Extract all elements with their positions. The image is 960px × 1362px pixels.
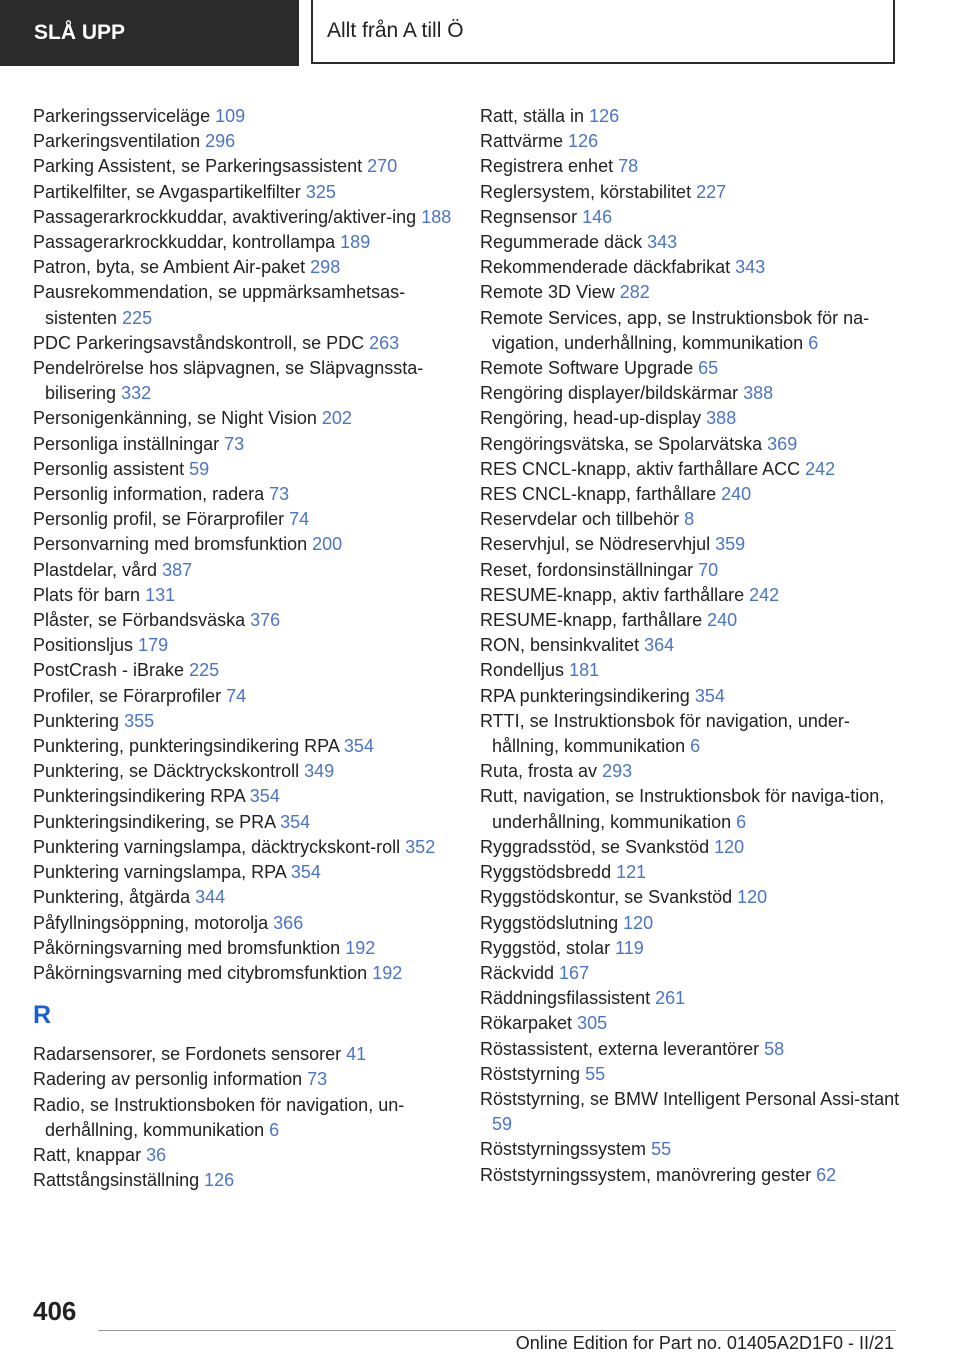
index-entry <box>480 608 900 633</box>
page-link[interactable]: 55 <box>651 1139 672 1160</box>
page-link[interactable]: 270 <box>367 156 398 177</box>
index-term: Radarsensorer, se Fordonets sensorer <box>33 1044 342 1065</box>
index-entry <box>33 961 463 986</box>
index-term: Punkteringsindikering, se PRA <box>33 811 276 832</box>
index-entry <box>33 255 463 280</box>
index-entry <box>33 633 463 658</box>
index-entry <box>480 482 900 507</box>
index-entry <box>480 432 900 457</box>
index-entry <box>33 205 463 230</box>
index-entry <box>480 961 900 986</box>
index-entry <box>480 885 900 910</box>
page-link[interactable]: 59 <box>189 458 210 479</box>
page-link[interactable]: 188 <box>421 206 452 227</box>
index-entry <box>33 154 463 179</box>
index-term: Parkeringsserviceläge <box>33 106 211 126</box>
page-link[interactable]: 121 <box>616 862 647 883</box>
page-link[interactable]: 131 <box>145 584 176 605</box>
index-entry <box>33 356 463 406</box>
index-term: Rengöring, head-up-display <box>480 408 702 429</box>
index-term: Pausrekommendation, se uppmärksamhetsas-sistenten <box>33 282 406 328</box>
page-link[interactable]: 120 <box>714 836 745 857</box>
index-entry <box>480 1037 900 1062</box>
page-link[interactable]: 74 <box>289 509 310 530</box>
index-term: Personlig information, radera <box>33 484 265 505</box>
index-list-r <box>33 1042 463 1193</box>
index-term: Passagerarkrockkuddar, kontrollampa <box>33 232 336 253</box>
page-link[interactable]: 282 <box>619 282 650 303</box>
page-link[interactable]: 65 <box>698 358 719 379</box>
index-entry <box>480 1087 900 1137</box>
page-link[interactable]: 120 <box>623 912 654 933</box>
page-link[interactable]: 354 <box>280 811 311 832</box>
page-header <box>0 0 960 66</box>
index-entry <box>480 860 900 885</box>
page-link[interactable]: 355 <box>124 710 155 731</box>
index-entry <box>480 583 900 608</box>
page-link[interactable]: 62 <box>816 1164 837 1185</box>
index-term: Personlig assistent <box>33 458 185 479</box>
index-entry <box>480 658 900 683</box>
index-term: Remote Services, app, se Instruktionsbok för na-vigation, underhållning, kommunikation <box>480 307 870 353</box>
page-link[interactable]: 181 <box>569 660 600 681</box>
index-term: Personigenkänning, se Night Vision <box>33 408 317 429</box>
index-term: Regummerade däck <box>480 232 643 253</box>
index-entry <box>33 432 463 457</box>
index-term: Passagerarkrockkuddar, avaktivering/aktiver-ing <box>33 206 417 227</box>
index-term: Röststyrningssystem, manövrering gester <box>480 1164 812 1185</box>
index-term: Röststyrningssystem <box>480 1139 647 1160</box>
index-term: RON, bensinkvalitet <box>480 635 640 656</box>
index-entry <box>33 1143 463 1168</box>
index-term: Parkeringsventilation <box>33 131 201 152</box>
index-entry <box>33 507 463 532</box>
edition-note: Online Edition for Part no. 01405A2D1F0 - II/21 <box>515 1333 894 1353</box>
page-link[interactable]: 59 <box>492 1114 513 1135</box>
index-entry <box>33 860 463 885</box>
index-entry <box>480 356 900 381</box>
index-entry <box>33 608 463 633</box>
index-term: Ryggstödskontur, se Svankstöd <box>480 887 733 908</box>
index-term: Rengöring displayer/bildskärmar <box>480 383 739 404</box>
index-term: RES CNCL-knapp, aktiv farthållare ACC <box>480 458 801 479</box>
index-entry <box>33 1042 463 1067</box>
page-link[interactable]: 364 <box>644 635 675 656</box>
page-link[interactable]: 109 <box>215 106 246 126</box>
index-list-r-continued <box>480 104 900 1188</box>
index-term: Profiler, se Förarprofiler <box>33 685 222 706</box>
index-entry <box>480 1011 900 1036</box>
index-entry <box>33 406 463 431</box>
index-entry <box>480 154 900 179</box>
index-term: PostCrash - iBrake <box>33 660 185 681</box>
index-term: Registrera enhet <box>480 156 614 177</box>
page-link[interactable]: 200 <box>312 534 343 555</box>
index-term: Ryggstödslutning <box>480 912 619 933</box>
index-term: Röststyrning, se BMW Intelligent Personal Assi-stant <box>480 1088 900 1109</box>
page-link[interactable]: 167 <box>559 962 590 983</box>
page-link[interactable]: 73 <box>307 1069 328 1090</box>
index-entry <box>33 734 463 759</box>
page-link[interactable]: 6 <box>269 1119 280 1140</box>
index-entry <box>480 255 900 280</box>
page-link[interactable]: 369 <box>767 433 798 454</box>
index-term: Parking Assistent, se Parkeringsassistent <box>33 156 363 177</box>
page-link[interactable]: 388 <box>706 408 737 429</box>
index-entry <box>33 885 463 910</box>
page-link[interactable]: 70 <box>698 559 719 580</box>
index-entry <box>480 936 900 961</box>
index-term: Påkörningsvarning med citybromsfunktion <box>33 962 368 983</box>
index-term: Rekommenderade däckfabrikat <box>480 257 731 278</box>
page-link[interactable]: 74 <box>226 685 247 706</box>
index-entry <box>33 457 463 482</box>
index-entry <box>33 482 463 507</box>
page-link[interactable]: 78 <box>618 156 639 177</box>
index-term: Reglersystem, körstabilitet <box>480 181 692 202</box>
page-link[interactable]: 179 <box>138 635 169 656</box>
index-entry <box>33 911 463 936</box>
index-term: Personliga inställningar <box>33 433 220 454</box>
index-entry <box>480 911 900 936</box>
index-term: Röststyrning <box>480 1063 581 1084</box>
page-link[interactable]: 120 <box>737 887 768 908</box>
index-entry <box>33 784 463 809</box>
index-entry <box>33 583 463 608</box>
index-term: Punktering varningslampa, däcktryckskont-roll <box>33 836 401 857</box>
index-entry <box>33 810 463 835</box>
index-term: Punktering, punkteringsindikering RPA <box>33 736 339 757</box>
index-term: Punkteringsindikering RPA <box>33 786 245 807</box>
index-term: Ryggstödsbredd <box>480 862 612 883</box>
index-entry <box>480 633 900 658</box>
index-term: Partikelfilter, se Avgaspartikelfilter <box>33 181 301 202</box>
index-term: Punktering varningslampa, RPA <box>33 862 286 883</box>
page-link[interactable]: 359 <box>715 534 746 555</box>
index-term: Reservhjul, se Nödreservhjul <box>480 534 711 555</box>
index-entry <box>33 230 463 255</box>
index-entry <box>480 280 900 305</box>
index-entry <box>33 1067 463 1092</box>
page-link[interactable]: 6 <box>736 811 747 832</box>
page-link[interactable]: 189 <box>340 232 371 253</box>
index-term: RTTI, se Instruktionsbok för navigation, under-hållning, kommunikation <box>480 710 850 757</box>
index-entry <box>33 936 463 961</box>
page-link[interactable]: 6 <box>808 332 819 353</box>
section-letter: R <box>33 1001 52 1030</box>
page-link[interactable]: 263 <box>369 332 400 353</box>
index-term: Rondelljus <box>480 660 565 681</box>
index-entry <box>480 784 900 834</box>
page-link[interactable]: 202 <box>321 408 352 429</box>
page-link[interactable]: 332 <box>121 383 152 404</box>
index-column-left <box>33 104 463 1193</box>
chapter-title: Allt från A till Ö <box>311 0 895 64</box>
page-link[interactable]: 343 <box>647 232 678 253</box>
index-entry <box>480 1137 900 1162</box>
index-entry <box>33 558 463 583</box>
index-entry <box>33 835 463 860</box>
page-link[interactable]: 242 <box>805 458 836 479</box>
index-entry <box>480 835 900 860</box>
index-entry <box>33 331 463 356</box>
page-link[interactable]: 41 <box>346 1044 367 1065</box>
index-entry <box>480 180 900 205</box>
page-link[interactable]: 126 <box>568 131 599 152</box>
page-link[interactable]: 354 <box>290 862 321 883</box>
index-entry <box>33 684 463 709</box>
index-entry <box>480 532 900 557</box>
index-entry <box>480 104 900 129</box>
index-entry <box>480 406 900 431</box>
index-term: Regnsensor <box>480 206 578 227</box>
index-entry <box>480 1062 900 1087</box>
index-term: Plastdelar, vård <box>33 559 158 580</box>
page-link[interactable]: 296 <box>205 131 236 152</box>
index-term: Positionsljus <box>33 635 134 656</box>
index-list-p <box>33 104 463 986</box>
page-link[interactable]: 73 <box>269 484 290 505</box>
index-term: Rökarpaket <box>480 1013 573 1034</box>
index-term: Personlig profil, se Förarprofiler <box>33 509 285 530</box>
index-entry <box>480 230 900 255</box>
index-entry <box>480 205 900 230</box>
index-entry <box>480 507 900 532</box>
index-entry <box>33 1093 463 1143</box>
page-link[interactable]: 354 <box>249 786 280 807</box>
index-term: Remote 3D View <box>480 282 615 303</box>
page-link[interactable]: 305 <box>577 1013 608 1034</box>
page-link[interactable]: 344 <box>195 887 226 908</box>
page-link[interactable]: 352 <box>405 836 436 857</box>
index-term: Ruta, frosta av <box>480 761 598 782</box>
index-term: Plats för barn <box>33 584 141 605</box>
index-entry <box>480 457 900 482</box>
index-term: Punktering, se Däcktryckskontroll <box>33 761 300 782</box>
index-term: Reservdelar och tillbehör <box>480 509 680 530</box>
section-tab: SLÅ UPP <box>0 0 299 66</box>
index-entry <box>480 684 900 709</box>
index-entry <box>480 709 900 759</box>
index-term: Punktering, åtgärda <box>33 887 191 908</box>
index-entry <box>480 759 900 784</box>
page-link[interactable]: 349 <box>304 761 335 782</box>
index-term: Ryggradsstöd, se Svankstöd <box>480 836 710 857</box>
page-link[interactable]: 240 <box>707 610 738 631</box>
index-term: Patron, byta, se Ambient Air-paket <box>33 257 306 278</box>
index-term: Plåster, se Förbandsväska <box>33 610 246 631</box>
page-link[interactable]: 73 <box>224 433 245 454</box>
page-link[interactable]: 242 <box>749 584 780 605</box>
page-link[interactable]: 126 <box>589 106 620 126</box>
index-term: Pendelrörelse hos släpvagnen, se Släpvagnssta-bilisering <box>33 358 424 404</box>
page-link[interactable]: 325 <box>305 181 336 202</box>
index-term: PDC Parkeringsavståndskontroll, se PDC <box>33 332 365 353</box>
index-entry <box>33 709 463 734</box>
index-term: Rutt, navigation, se Instruktionsbok för naviga-tion, underhållning, kommunikation <box>480 786 885 832</box>
page-number: 406 <box>33 1296 77 1326</box>
page-link[interactable]: 58 <box>764 1038 785 1059</box>
page-link[interactable]: 261 <box>655 988 686 1009</box>
page-link[interactable]: 126 <box>204 1170 235 1191</box>
index-entry <box>33 280 463 330</box>
page-link[interactable]: 146 <box>582 206 613 227</box>
page-link[interactable]: 8 <box>684 509 695 530</box>
index-term: Påkörningsvarning med bromsfunktion <box>33 937 341 958</box>
index-entry <box>480 558 900 583</box>
index-term: Ratt, knappar <box>33 1144 142 1165</box>
footer-divider <box>98 1330 896 1331</box>
page-link[interactable]: 240 <box>721 484 752 505</box>
index-term: RPA punkteringsindikering <box>480 685 690 706</box>
index-entry <box>33 104 463 129</box>
index-term: Radio, se Instruktionsboken för navigation, un-derhållning, kommunikation <box>33 1094 405 1140</box>
index-entry <box>480 1163 900 1188</box>
index-entry <box>33 532 463 557</box>
index-entry <box>33 759 463 784</box>
page-link[interactable]: 293 <box>602 761 633 782</box>
page-link[interactable]: 227 <box>696 181 727 202</box>
index-term: Punktering <box>33 710 120 731</box>
index-term: Remote Software Upgrade <box>480 358 694 379</box>
page-link[interactable]: 192 <box>345 937 376 958</box>
page-link[interactable]: 388 <box>743 383 774 404</box>
page-link[interactable]: 225 <box>122 307 153 328</box>
index-entry <box>33 658 463 683</box>
page-link[interactable]: 119 <box>615 937 644 958</box>
index-entry <box>480 381 900 406</box>
page-link[interactable]: 366 <box>273 912 304 933</box>
page-link[interactable]: 298 <box>310 257 341 278</box>
index-term: Ryggstöd, stolar <box>480 937 611 958</box>
index-term: RES CNCL-knapp, farthållare <box>480 484 717 505</box>
index-term: Räckvidd <box>480 962 555 983</box>
page-link[interactable]: 55 <box>585 1063 606 1084</box>
index-term: Reset, fordonsinställningar <box>480 559 694 580</box>
page-link[interactable]: 354 <box>694 685 725 706</box>
index-term: RESUME-knapp, aktiv farthållare <box>480 584 745 605</box>
page-link[interactable]: 387 <box>162 559 193 580</box>
index-term: Personvarning med bromsfunktion <box>33 534 308 555</box>
index-term: Rengöringsvätska, se Spolarvätska <box>480 433 763 454</box>
index-term: Påfyllningsöppning, motorolja <box>33 912 269 933</box>
index-entry <box>480 129 900 154</box>
index-term: Räddningsfilassistent <box>480 988 651 1009</box>
index-entry <box>33 129 463 154</box>
index-term: RESUME-knapp, farthållare <box>480 610 703 631</box>
index-entry <box>33 1168 463 1193</box>
index-term: Rattvärme <box>480 131 564 152</box>
index-term: Rattstångsinställning <box>33 1170 200 1191</box>
index-entry <box>33 180 463 205</box>
page-link[interactable]: 376 <box>250 610 281 631</box>
page-link[interactable]: 192 <box>372 962 403 983</box>
index-entry <box>480 306 900 356</box>
index-term: Ratt, ställa in <box>480 106 585 126</box>
page-link[interactable]: 6 <box>690 736 701 757</box>
page-link[interactable]: 343 <box>735 257 766 278</box>
page-link[interactable]: 354 <box>343 736 374 757</box>
index-term: Radering av personlig information <box>33 1069 303 1090</box>
page-link[interactable]: 225 <box>189 660 220 681</box>
index-term: Röstassistent, externa leverantörer <box>480 1038 760 1059</box>
index-column-right <box>480 104 900 1188</box>
index-entry <box>480 986 900 1011</box>
page-link[interactable]: 36 <box>146 1144 167 1165</box>
